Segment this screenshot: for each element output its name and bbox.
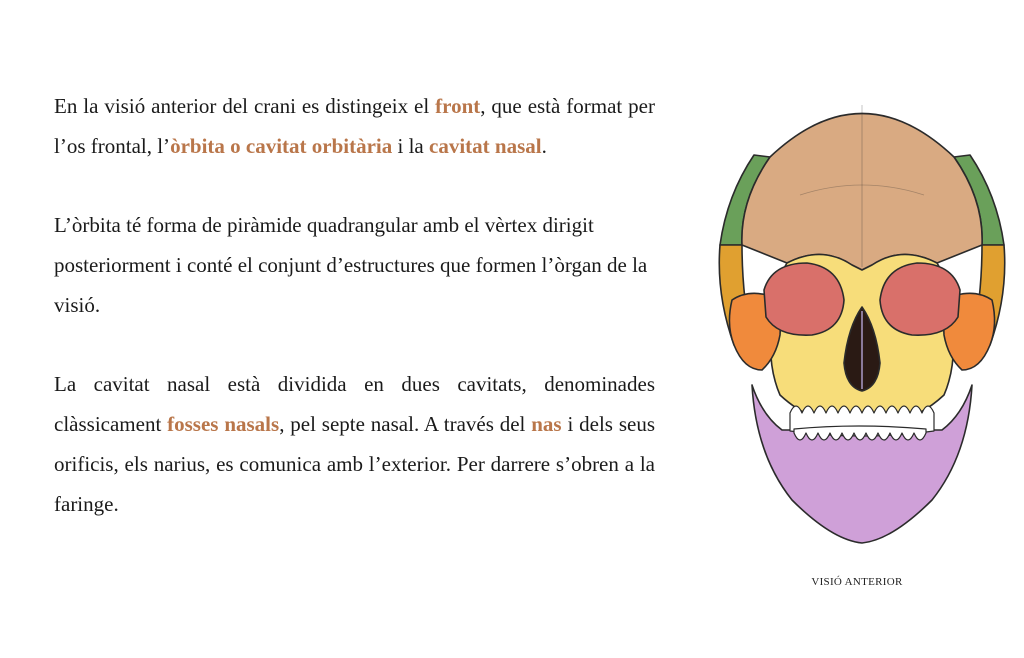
text: , que està format per l’os frontal, l’ xyxy=(54,94,655,158)
skull-anterior-illustration xyxy=(712,95,1012,550)
text: En la visió anterior del crani es distingeix el xyxy=(54,94,436,118)
figure-caption: VISIÓ ANTERIOR xyxy=(811,576,903,588)
text: L’òrbita té forma de piràmide quadrangular amb el vèrtex dirigit posteriorment i conté el conjunt d’estructures que formen l’òrgan de la visió. xyxy=(54,213,648,317)
term-orbita: òrbita o cavitat orbitària xyxy=(170,134,393,158)
text: . xyxy=(541,134,547,158)
term-front: front xyxy=(435,94,481,118)
paragraph-front xyxy=(54,86,655,166)
text: i la xyxy=(392,134,430,158)
text-column xyxy=(54,86,655,563)
text: , pel septe nasal. A través del xyxy=(279,412,532,436)
term-cavitat-nasal: cavitat nasal xyxy=(429,134,542,158)
term-nas: nas xyxy=(531,412,562,436)
orbit-left xyxy=(764,263,844,335)
text: La cavitat nasal està dividida en dues cavitats, denominades clàssicament xyxy=(54,372,655,436)
paragraph-orbita xyxy=(54,205,655,325)
orbit-right xyxy=(880,263,960,335)
paragraph-cavitat-nasal xyxy=(54,364,655,524)
text: i dels seus orificis, els narius, es comunica amb l’exterior. Per darrere s’obren a la faringe. xyxy=(54,412,655,516)
term-fosses-nasals: fosses nasals xyxy=(167,412,280,436)
